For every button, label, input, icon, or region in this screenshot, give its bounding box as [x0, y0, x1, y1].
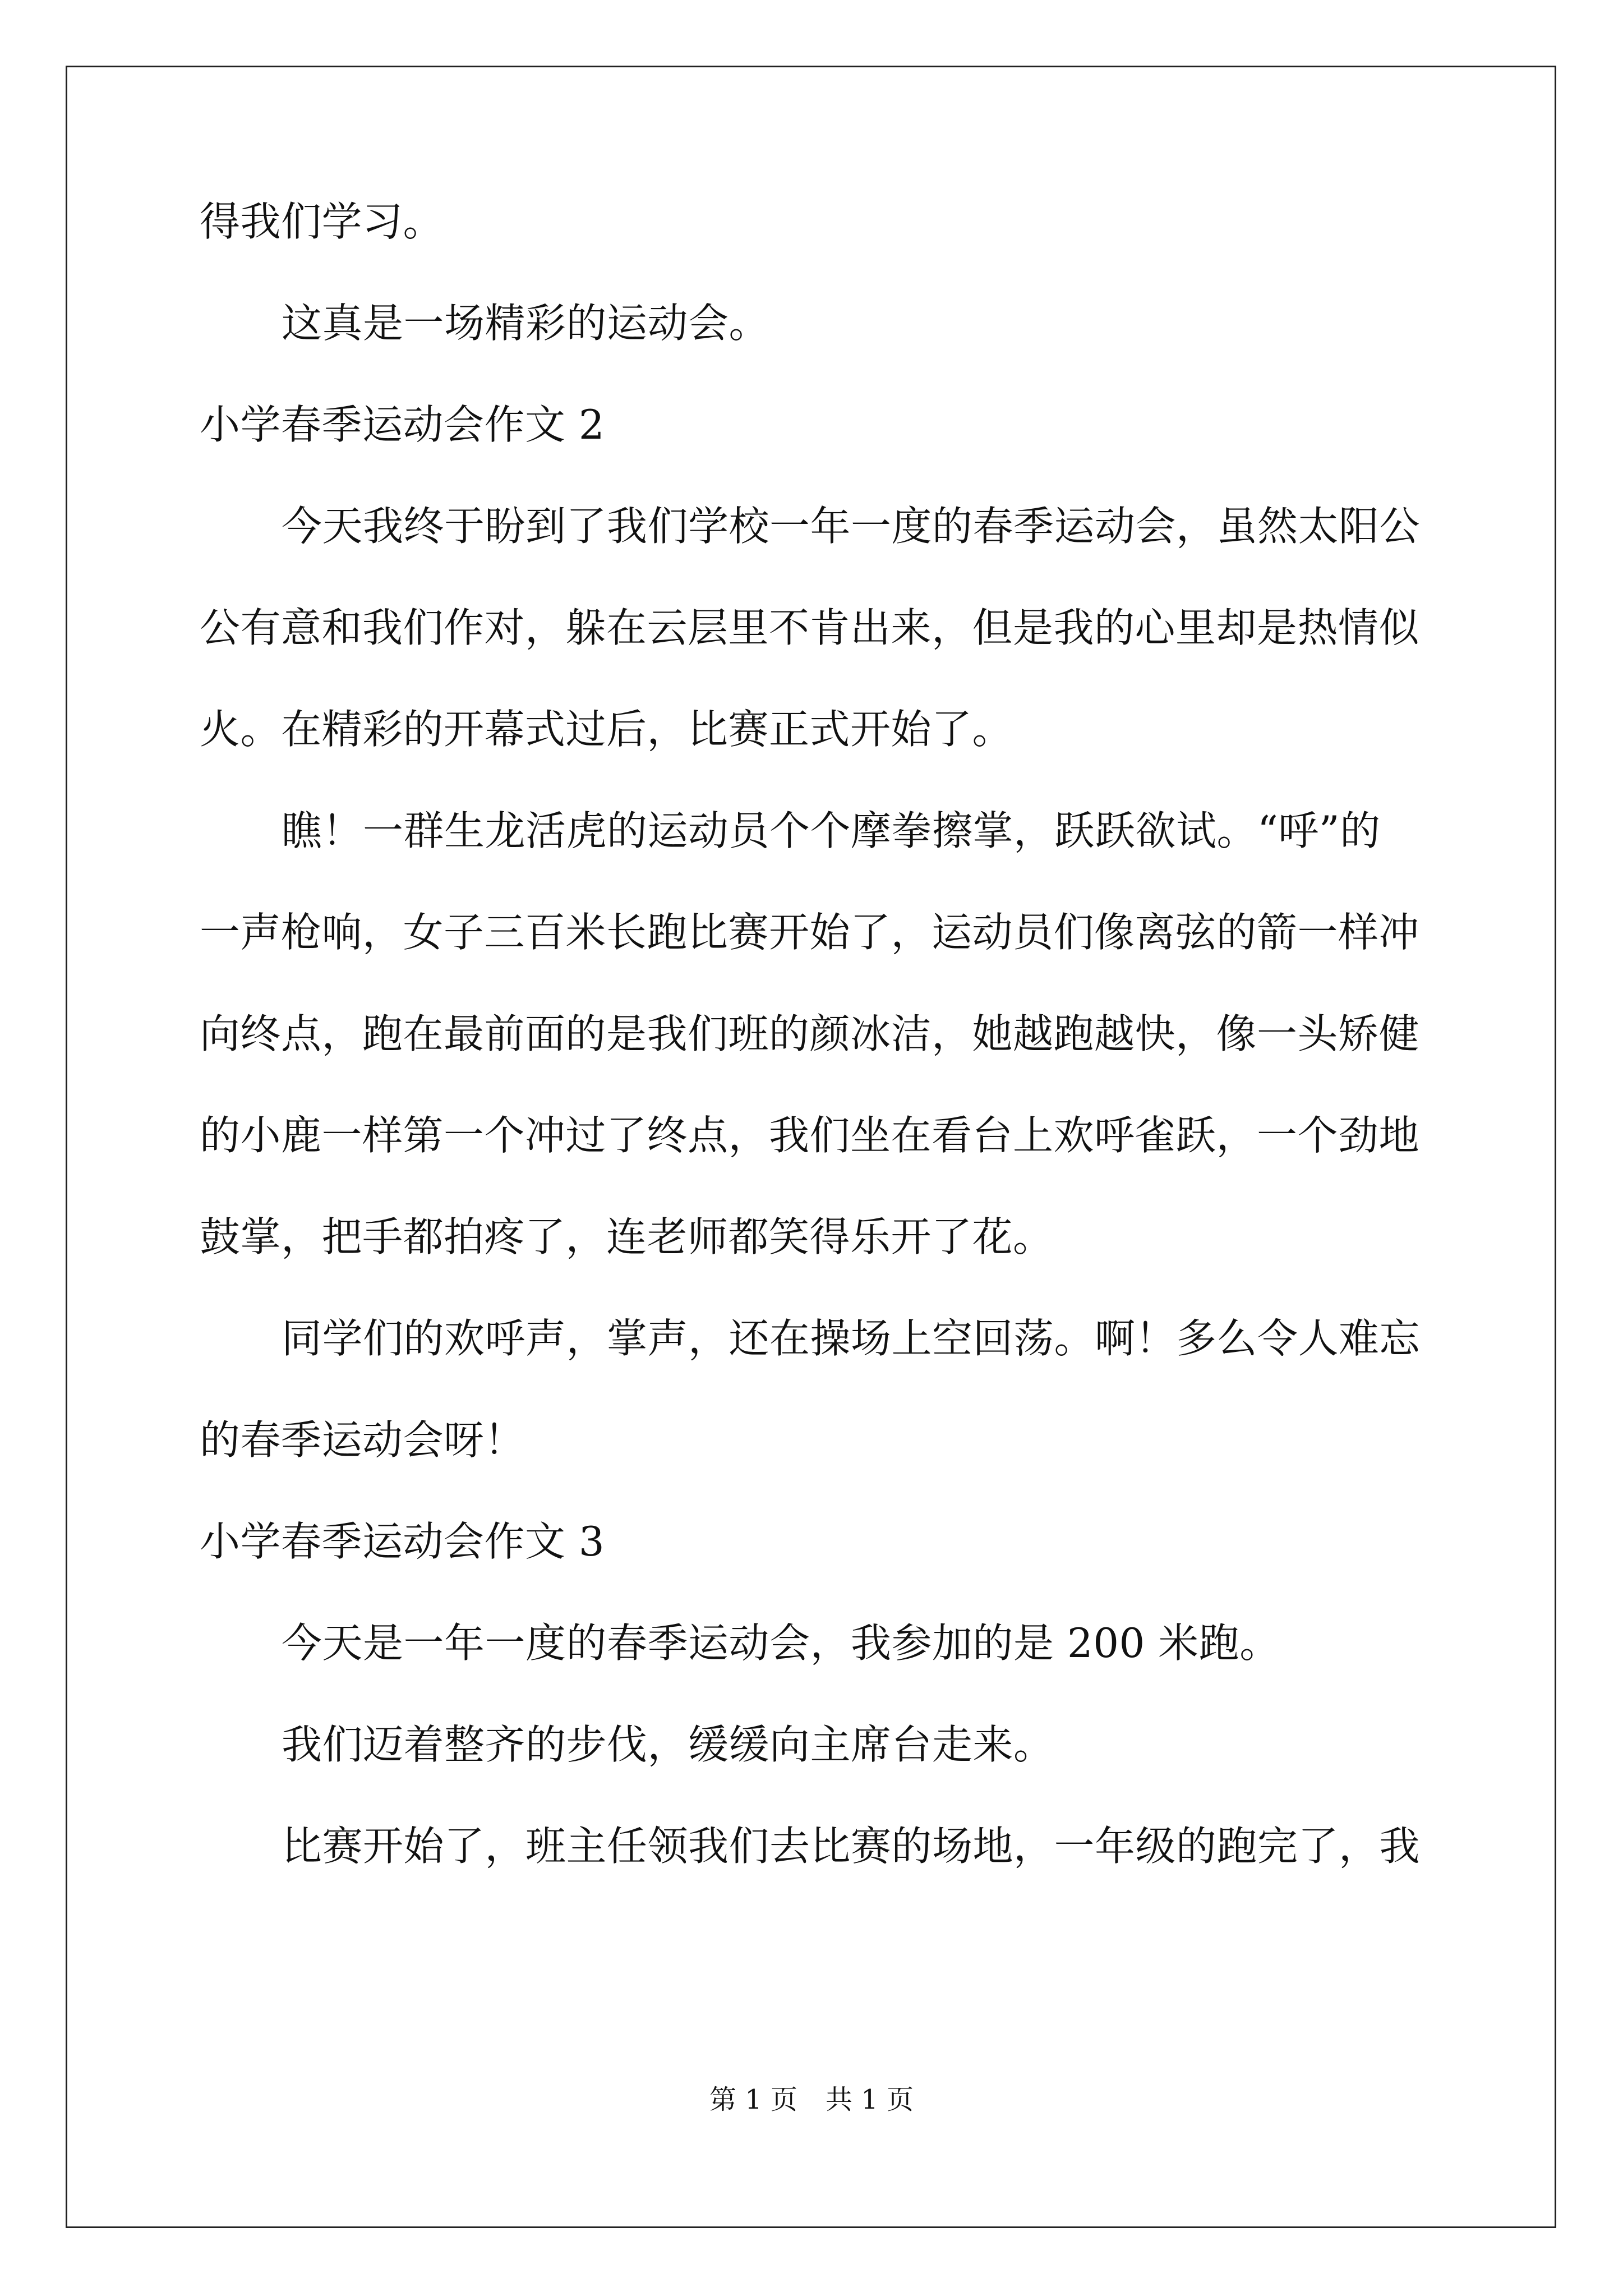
text-line: 一声枪响，女子三百米长跑比赛开始了，运动员们像离弦的箭一样冲 — [200, 909, 1420, 956]
text-line: 我们迈着整齐的步伐，缓缓向主席台走来。 — [282, 1721, 1054, 1768]
text-line: 瞧！一群生龙活虎的运动员个个摩拳擦掌，跃跃欲试。“呼”的 — [282, 807, 1381, 854]
page-total: 共 1 页 — [826, 2084, 914, 2115]
text-line: 的春季运动会呀！ — [200, 1416, 525, 1464]
section-heading: 小学春季运动会作文 2 — [200, 401, 605, 448]
text-line: 公有意和我们作对，躲在云层里不肯出来，但是我的心里却是热情似 — [200, 604, 1420, 651]
text-line: 今天是一年一度的春季运动会，我参加的是 200 米跑。 — [282, 1619, 1280, 1667]
text-line: 火。在精彩的开幕式过后，比赛正式开始了。 — [200, 706, 1013, 753]
page-footer — [0, 2084, 1623, 2115]
text-line: 向终点，跑在最前面的是我们班的颜冰洁，她越跑越快，像一头矫健 — [200, 1010, 1420, 1057]
page-number: 第 1 页 — [709, 2084, 797, 2115]
text-line: 得我们学习。 — [200, 198, 444, 245]
text-line: 比赛开始了，班主任领我们去比赛的场地，一年级的跑完了，我 — [282, 1823, 1421, 1870]
text-line: 今天我终于盼到了我们学校一年一度的春季运动会，虽然太阳公 — [282, 503, 1421, 550]
text-line: 这真是一场精彩的运动会。 — [282, 300, 770, 347]
document-body — [200, 199, 1428, 1925]
section-heading: 小学春季运动会作文 3 — [200, 1518, 605, 1565]
text-line: 同学们的欢呼声，掌声，还在操场上空回荡。啊！多么令人难忘 — [282, 1315, 1421, 1362]
text-line: 鼓掌，把手都拍疼了，连老师都笑得乐开了花。 — [200, 1213, 1054, 1260]
text-line: 的小鹿一样第一个冲过了终点，我们坐在看台上欢呼雀跃，一个劲地 — [200, 1112, 1420, 1159]
